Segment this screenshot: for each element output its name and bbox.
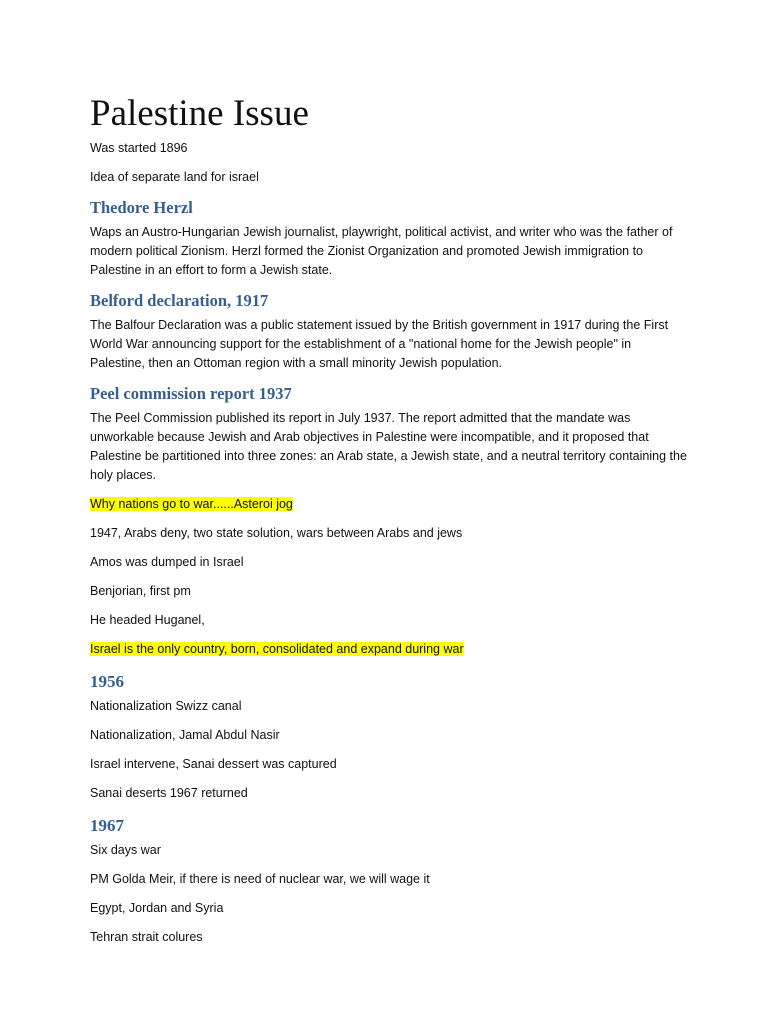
- heading-herzl: Thedore Herzl: [90, 198, 193, 217]
- highlight-why-nations: Why nations go to war......Asteroi jog: [90, 497, 293, 511]
- note-huganel: He headed Huganel,: [90, 613, 205, 627]
- paragraph-herzl: Waps an Austro-Hungarian Jewish journalist, playwright, political activist, and writer who was the father of modern political Zionism. Herzl formed the Zionist Organization and promoted Jewish immigration to Palestine in an effort to form a Jewish state.: [90, 225, 673, 277]
- note-1967-six-days: Six days war: [90, 843, 161, 857]
- paragraph-peel: The Peel Commission published its report in July 1937. The report admitted that the mandate was unworkable because Jewish and Arab objectives in Palestine were incompatible, and it proposed that Palestine be partitioned into three zones: an Arab state, a Jewish state, and a neutral territory containing the holy places.: [90, 411, 687, 482]
- heading-1956: 1956: [90, 672, 124, 691]
- note-1956-intervene: Israel intervene, Sanai dessert was captured: [90, 757, 337, 771]
- note-1967-tehran: Tehran strait colures: [90, 930, 203, 944]
- note-benjorian: Benjorian, first pm: [90, 584, 191, 598]
- note-1956-nasir: Nationalization, Jamal Abdul Nasir: [90, 728, 280, 742]
- note-1967-countries: Egypt, Jordan and Syria: [90, 901, 224, 915]
- note-highlighted-israel: [90, 640, 688, 659]
- heading-1967: 1967: [90, 816, 124, 835]
- note-1956-canal: Nationalization Swizz canal: [90, 699, 242, 713]
- heading-peel: Peel commission report 1937: [90, 384, 292, 403]
- note-1956-returned: Sanai deserts 1967 returned: [90, 786, 248, 800]
- paragraph-belford: The Balfour Declaration was a public statement issued by the British government in 1917 during the First World War announcing support for the establishment of a "national home for the Jewish people" in Palestine, then an Ottoman region with a small minority Jewish population.: [90, 318, 669, 370]
- note-amos: Amos was dumped in Israel: [90, 555, 244, 569]
- highlight-israel: Israel is the only country, born, consolidated and expand during war: [90, 642, 464, 656]
- document-title: Palestine Issue: [90, 93, 309, 134]
- note-highlighted-why-nations: [90, 495, 688, 514]
- intro-line-started: Was started 1896: [90, 141, 188, 155]
- note-1967-golda-meir: PM Golda Meir, if there is need of nuclear war, we will wage it: [90, 872, 430, 886]
- intro-line-idea: Idea of separate land for israel: [90, 170, 259, 184]
- note-1947: 1947, Arabs deny, two state solution, wars between Arabs and jews: [90, 526, 463, 540]
- heading-belford: Belford declaration, 1917: [90, 291, 269, 310]
